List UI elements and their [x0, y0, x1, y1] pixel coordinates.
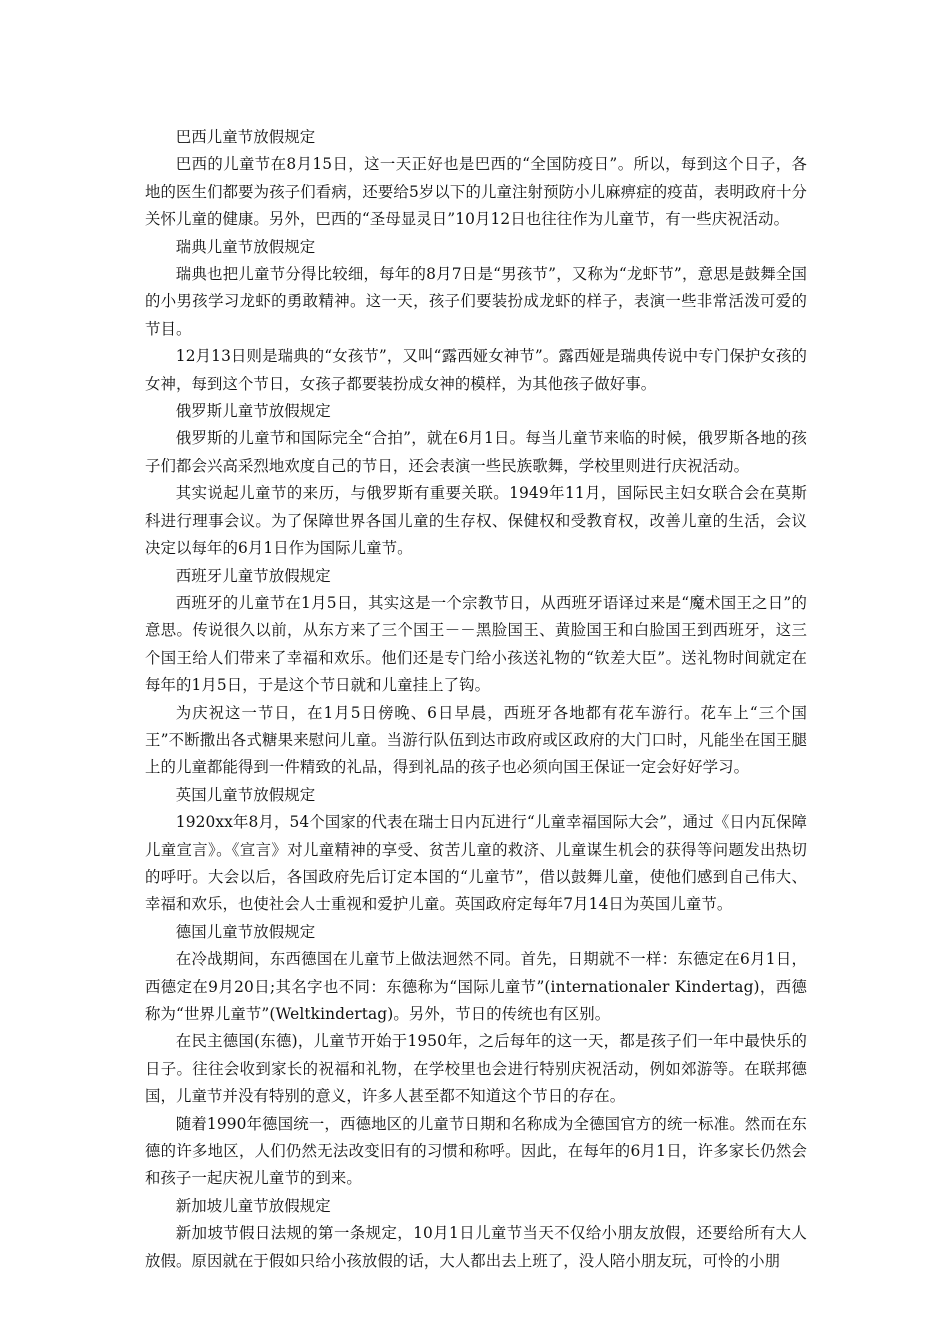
section-heading-russia: 俄罗斯儿童节放假规定: [175, 402, 331, 421]
paragraph: 新加坡节假日法规的第一条规定，10月1日儿童节当天不仅给小朋友放假，还要给所有大人放假。原因就在于假如只给小孩放假的话，大人都出去上班了，没人陪小朋友玩，可怜的小朋: [145, 1224, 807, 1270]
section-heading-uk: 英国儿童节放假规定: [175, 785, 316, 804]
paragraph: 12月13日则是瑞典的“女孩节”，又叫“露西娅女神节”。露西娅是瑞典传说中专门保护女孩的女神，每到这个节日，女孩子都要装扮成女神的模样，为其他孩子做好事。: [145, 347, 807, 393]
paragraph: 随着1990年德国统一，西德地区的儿童节日期和名称成为全德国官方的统一标准。然而在东德的许多地区，人们仍然无法改变旧有的习惯和称呼。因此，在每年的6月1日，许多家长仍然会和孩子一起庆祝儿童节的到来。: [145, 1114, 807, 1188]
paragraph: 为庆祝这一节日，在1月5日傍晚、6日早晨，西班牙各地都有花车游行。花车上“三个国王”不断撒出各式糖果来慰问儿童。当游行队伍到达市政府或区政府的大门口时，凡能坐在国王腿上的儿童都能得到一件精致的礼品，得到礼品的孩子也必须向国王保证一定会好好学习。: [145, 703, 807, 777]
paragraph: 其实说起儿童节的来历，与俄罗斯有重要关联。1949年11月，国际民主妇女联合会在莫斯科进行理事会议。为了保障世界各国儿童的生存权、保健权和受教育权，改善儿童的生活，会议决定以每年的6月1日作为国际儿童节。: [145, 484, 807, 558]
paragraph: 1920xx年8月，54个国家的代表在瑞士日内瓦进行“儿童幸福国际大会”，通过《日内瓦保障儿童宣言》。《宣言》对儿童精神的享受、贫苦儿童的救济、儿童谋生机会的获得等问题发出热切的呼吁。大会以后，各国政府先后订定本国的“儿童节”，借以鼓舞儿童，使他们感到自己伟大、幸福和欢乐，也使社会人士重视和爱护儿童。英国政府定每年7月14日为英国儿童节。: [145, 813, 807, 914]
section-heading-germany: 德国儿童节放假规定: [175, 922, 316, 941]
section-heading-brazil: 巴西儿童节放假规定: [175, 128, 316, 146]
paragraph: 在冷战期间，东西德国在儿童节上做法迥然不同。首先，日期就不一样：东德定在6月1日，西德定在9月20日;其名字也不同：东德称为“国际儿童节”(internationaler Kindertag)，西德称为“世界儿童节”(Weltkindertag)。另外，节日的传统也有区别。: [145, 950, 807, 1023]
document-page: [145, 124, 807, 1275]
paragraph: 俄罗斯的儿童节和国际完全“合拍”，就在6月1日。每当儿童节来临的时候，俄罗斯各地的孩子们都会兴高采烈地欢度自己的节日，还会表演一些民族歌舞，学校里则进行庆祝活动。: [145, 429, 807, 475]
section-heading-spain: 西班牙儿童节放假规定: [175, 566, 331, 585]
paragraph: 瑞典也把儿童节分得比较细，每年的8月7日是“男孩节”，又称为“龙虾节”，意思是鼓舞全国的小男孩学习龙虾的勇敢精神。这一天，孩子们要装扮成龙虾的样子，表演一些非常活泼可爱的节目。: [145, 265, 807, 338]
paragraph: 西班牙的儿童节在1月5日，其实这是一个宗教节日，从西班牙语译过来是“魔术国王之日”的意思。传说很久以前，从东方来了三个国王－－黑脸国王、黄脸国王和白脸国王到西班牙，这三个国王给人们带来了幸福和欢乐。他们还是专门给小孩送礼物的“钦差大臣”。送礼物时间就定在每年的1月5日，于是这个节日就和儿童挂上了钩。: [145, 593, 807, 695]
section-heading-sweden: 瑞典儿童节放假规定: [175, 237, 316, 256]
paragraph: 巴西的儿童节在8月15日，这一天正好也是巴西的“全国防疫日”。所以，每到这个日子，各地的医生们都要为孩子们看病，还要给5岁以下的儿童注射预防小儿麻痹症的疫苗，表明政府十分关怀儿童的健康。另外，巴西的“圣母显灵日”10月12日也往往作为儿童节，有一些庆祝活动。: [145, 155, 807, 229]
paragraph: 在民主德国(东德)，儿童节开始于1950年，之后每年的这一天，都是孩子们一年中最快乐的日子。往往会收到家长的祝福和礼物，在学校里也会进行特别庆祝活动，例如郊游等。在联邦德国，儿童节并没有特别的意义，许多人甚至都不知道这个节日的存在。: [145, 1032, 807, 1106]
section-heading-singapore: 新加坡儿童节放假规定: [175, 1196, 331, 1215]
